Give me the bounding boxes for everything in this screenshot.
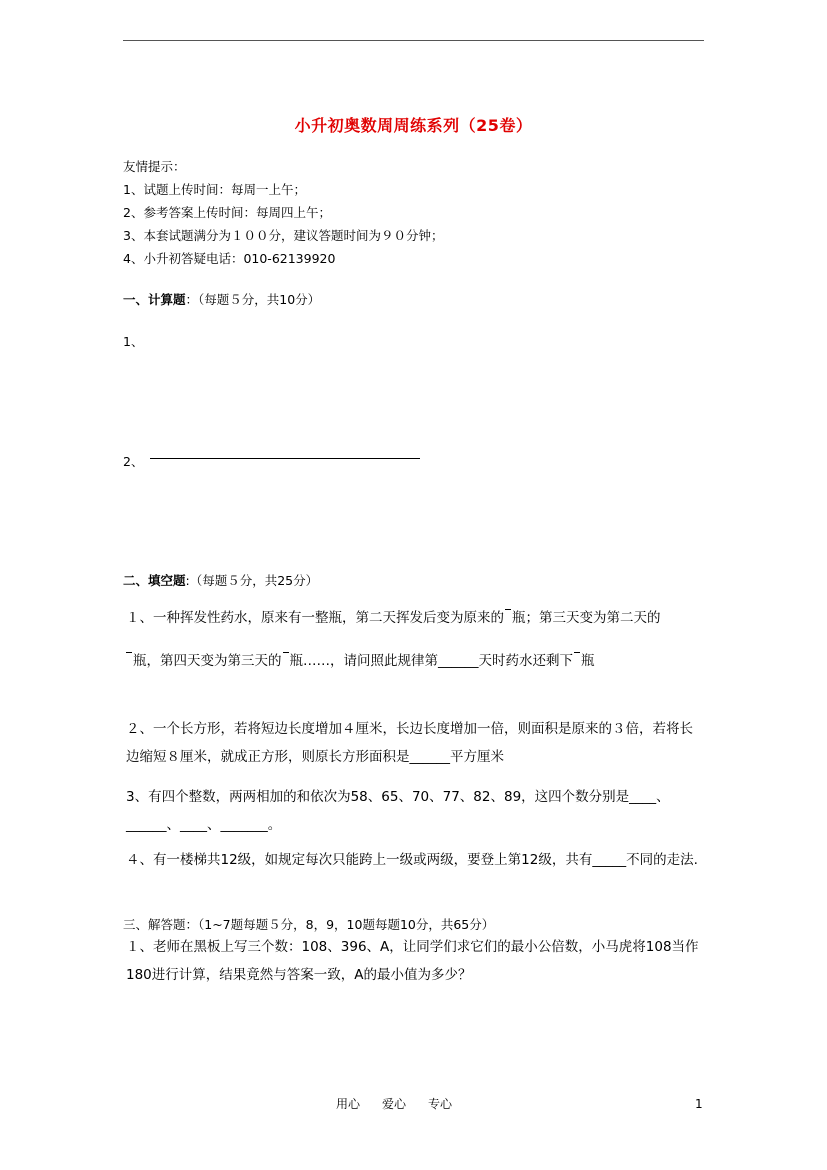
fraction-placeholder [283,652,289,653]
page-title: 小升初奥数周周练系列（25卷） [294,116,533,135]
footer-word: 用心 [336,1097,361,1111]
section3-question-1: １、老师在黑板上写三个数：108、396、A，让同学们求它们的最小公倍数，小马虎将108当作180进行计算，结果竟然与答案一致，A的最小值为多少？ [126,939,699,983]
section2-question-4: ４、有一楼梯共12级，如规定每次只能跨上一级或两级，要登上第12级，共有_____不同的走法. [126,852,698,868]
header-rule [123,40,704,41]
section1-header [123,290,320,308]
tip-item: 3、本套试题满分为１００分，建议答题时间为９０分钟； [123,228,444,243]
section2-heading: 二、填空题 [123,573,186,588]
tip-item: 1、试题上传时间：每周一上午； [123,182,306,197]
section2-note: :（每题５分，共25分） [185,573,319,588]
tip-item: 2、参考答案上传时间：每周四上午； [123,205,331,220]
tips-heading: 友情提示： [123,159,186,174]
footer-word: 爱心 [382,1097,407,1111]
section2-header [123,571,318,589]
footer-word: 专心 [428,1097,453,1111]
section3-heading: 三、解答题：（1~7题每题５分，8，9，10题每题10分，共65分） [123,917,495,932]
section1-heading: 一、计算题 [123,292,186,307]
tip-item: 4、小升初答疑电话：010-62139920 [123,251,336,266]
question-text: 瓶，第四天变为第三天的 [133,653,282,669]
section2-question-1-cont [126,647,706,675]
question-text: 瓶……，请问照此规律第______天时药水还剩下 [289,653,573,669]
fraction-placeholder [574,652,580,653]
section2-question-3: 3、有四个整数，两两相加的和依次为58、65、70、77、82、89，这四个数分别是____、______、____、_______。 [126,789,670,833]
page-number: 1 [695,1097,703,1111]
question-text: １、一种挥发性药水，原来有一整瓶，第二天挥发后变为原来的 [126,610,504,626]
section1-note: ：（每题５分，共10分） [185,292,321,307]
fraction-placeholder [126,652,132,653]
section2-question-2: ２、一个长方形，若将短边长度增加４厘米，长边长度增加一倍，则面积是原来的３倍，若将长边缩短８厘米，就成正方形，则原长方形面积是______平方厘米 [126,721,693,765]
section1-question-2: 2、 [123,454,144,469]
section1-question-1: 1、 [123,334,144,349]
footer-words [336,1095,474,1112]
question-text: 瓶；第三天变为第二天的 [512,610,661,626]
answer-blank-line [150,458,420,459]
question-text: 瓶 [581,653,595,669]
fraction-placeholder [505,609,511,610]
